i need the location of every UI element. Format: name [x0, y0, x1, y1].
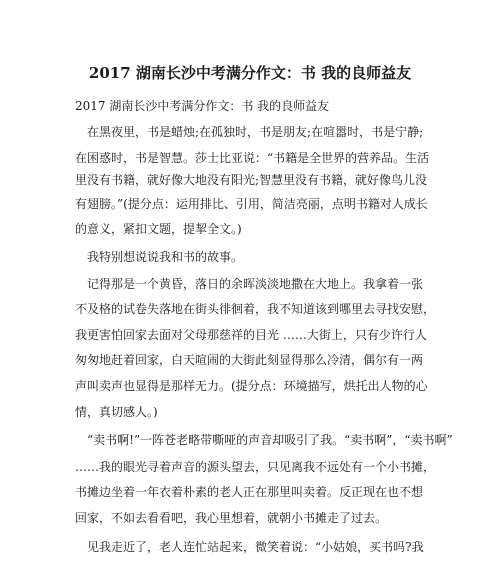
paragraph-line: 书摊边坐着一年衣着朴素的老人正在那里叫卖着。反正现在也不想 — [75, 485, 424, 499]
paragraph-line: 情，真切感人。) — [75, 405, 158, 419]
paragraph-line: 有翅膀。”(提分点：运用排比、引用，简洁亮丽，点明书籍对人成长 — [75, 197, 428, 211]
document-title: 2017 湖南长沙中考满分作文：书 我的良师益友 — [88, 64, 412, 82]
paragraph-line: 见我走近了，老人连忙站起来，微笑着说：“小姑娘，买书吗?我 — [87, 540, 424, 554]
paragraph-line: 在黑夜里，书是蜡烛;在孤独时，书是朋友;在喧嚣时，书是宁静; — [87, 125, 424, 139]
paragraph-line: 匆匆地赶着回家，白天喧闹的大街此刻显得那么冷清，偶尔有一两 — [75, 353, 424, 367]
paragraph-line: ……我的眼光寻着声音的源头望去，只见离我不远处有一个小书摊， — [75, 460, 436, 474]
paragraph-line: 的意义，紧扣文题，提挈全文。) — [75, 222, 242, 236]
paragraph-line: 记得那是一个黄昏，落日的余晖淡淡地撒在大地上。我拿着一张 — [87, 277, 424, 291]
paragraph-line: 不及格的试卷失落地在街头徘徊着，我不知道该到哪里去寻找安慰， — [75, 302, 436, 316]
paragraph-line: 我更害怕回家去面对父母那慈祥的目光 ……大街上，只有少许行人 — [75, 328, 427, 342]
paragraph-line: “卖书啊!”一阵苍老略带嘶哑的声音却吸引了我。“卖书啊”，“卖书啊” — [87, 433, 453, 447]
paragraph-line: 里没有书籍，就好像大地没有阳光;智慧里没有书籍，就好像鸟儿没 — [75, 173, 428, 187]
paragraph-line: 回家，不如去看看吧，我心里想着，就朝小书摊走了过去。 — [75, 511, 388, 525]
paragraph-line: 声叫卖声也显得是那样无力。(提分点：环境描写，烘托出人物的心 — [75, 379, 428, 393]
paragraph-line: 在困惑时，书是智慧。莎士比亚说：“书籍是全世界的营养品。生活 — [75, 151, 430, 165]
paragraph-line: 我特别想说说我和书的故事。 — [87, 250, 244, 264]
document-subtitle: 2017 湖南长沙中考满分作文：书 我的良师益友 — [75, 99, 330, 113]
